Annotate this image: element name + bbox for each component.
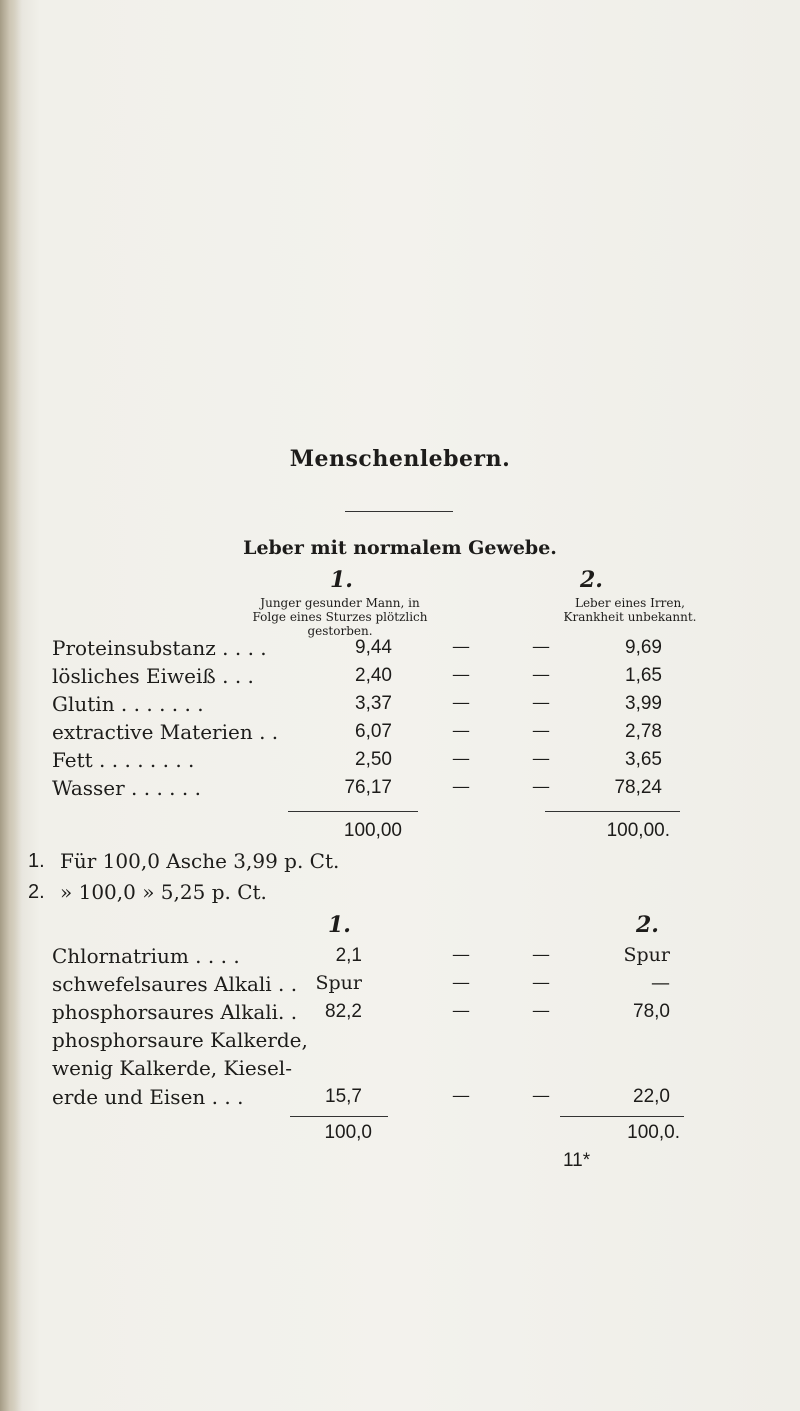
row-value-1: 6,07 — [355, 721, 392, 742]
row-dash: — — [452, 1000, 470, 1021]
row-dash: — — [532, 944, 550, 965]
row-value-2: 78,24 — [614, 777, 662, 798]
row-dash: — — [452, 636, 470, 657]
row-label: Proteinsubstanz . . . . — [52, 636, 267, 660]
row-value-1: 82,2 — [325, 1001, 362, 1022]
row-label: lösliches Eiweiß . . . — [52, 664, 254, 688]
row-dash: — — [532, 748, 550, 769]
row-value-2: 78,0 — [633, 1001, 670, 1022]
col1-note-line: Folge eines Sturzes plötzlich — [252, 610, 428, 624]
page-spine-edge — [0, 0, 22, 1411]
col2-number: 2. — [580, 567, 603, 593]
row-value-1: 15,7 — [325, 1086, 362, 1107]
row-dash: — — [532, 636, 550, 657]
col2-note — [530, 596, 730, 624]
ash-note-num: 1. — [28, 850, 45, 872]
row-value-1: 2,50 — [355, 749, 392, 770]
row-dash: — — [452, 972, 470, 993]
row-value-2: 1,65 — [625, 665, 662, 686]
page-title: Menschenlebern. — [289, 446, 511, 472]
ash-note-num: 2. — [28, 881, 45, 903]
row-value-2: 3,65 — [625, 749, 662, 770]
row-dash: — — [532, 776, 550, 797]
row-value-1: 9,44 — [355, 637, 392, 658]
total2-rule — [545, 811, 680, 812]
row-label: extractive Materien . . — [52, 720, 279, 744]
row-dash: — — [532, 692, 550, 713]
ash-note-text: » 100,0 » 5,25 p. Ct. — [60, 880, 267, 904]
row-value-2: 9,69 — [625, 637, 662, 658]
t2-col1-number: 1. — [328, 912, 351, 938]
row-value-2: Spur — [623, 944, 670, 966]
row-label: Glutin . . . . . . . — [52, 692, 204, 716]
row-dash: — — [452, 664, 470, 685]
row-value-2: 2,78 — [625, 721, 662, 742]
row-value-1: 76,17 — [344, 777, 392, 798]
t2-total1-rule — [290, 1116, 388, 1117]
row-value-1: Spur — [315, 972, 362, 994]
row-value-1: 2,40 — [355, 665, 392, 686]
page-number: 11* — [563, 1150, 591, 1171]
row-label: Wasser . . . . . . — [52, 776, 201, 800]
t2-total-value-1: 100,0 — [324, 1122, 372, 1143]
row-dash: — — [532, 664, 550, 685]
row-dash: — — [532, 1000, 550, 1021]
t2-col2-number: 2. — [636, 912, 659, 938]
row-value-1: 3,37 — [355, 693, 392, 714]
title-rule — [345, 511, 453, 512]
col2-note-line: Krankheit unbekannt. — [563, 610, 697, 624]
total-value-2: 100,00. — [606, 820, 670, 841]
total1-rule — [288, 811, 418, 812]
row-label: schwefelsaures Alkali . . — [52, 972, 298, 996]
t2-total2-rule — [560, 1116, 684, 1117]
section-subtitle: Leber mit normalem Gewebe. — [243, 537, 557, 559]
row-dash: — — [532, 1085, 550, 1106]
t2-total-value-2: 100,0. — [627, 1122, 680, 1143]
row-dash: — — [452, 776, 470, 797]
row-dash: — — [452, 720, 470, 741]
row-dash: — — [452, 748, 470, 769]
row-value-2: — — [651, 972, 670, 994]
row-label: phosphorsaures Alkali. . — [52, 1000, 298, 1024]
row-value-2: 3,99 — [625, 693, 662, 714]
col2-note-line: Leber eines Irren, — [574, 596, 685, 610]
col1-note — [230, 596, 450, 638]
row-label: phosphorsaure Kalkerde, — [52, 1028, 308, 1052]
row-dash: — — [532, 972, 550, 993]
ash-note-text: Für 100,0 Asche 3,99 p. Ct. — [60, 849, 340, 873]
row-label: erde und Eisen . . . — [52, 1085, 244, 1109]
row-label: Chlornatrium . . . . — [52, 944, 240, 968]
row-label: Fett . . . . . . . . — [52, 748, 195, 772]
row-dash: — — [452, 1085, 470, 1106]
row-value-1: 2,1 — [335, 945, 362, 966]
row-dash: — — [452, 692, 470, 713]
col1-number: 1. — [330, 567, 353, 593]
row-value-2: 22,0 — [633, 1086, 670, 1107]
row-dash: — — [452, 944, 470, 965]
total-value-1: 100,00 — [343, 820, 402, 841]
row-label: wenig Kalkerde, Kiesel- — [52, 1056, 292, 1080]
row-dash: — — [532, 720, 550, 741]
col1-note-line: Junger gesunder Mann, in — [260, 596, 420, 610]
col1-note-line: gestorben. — [307, 624, 373, 638]
